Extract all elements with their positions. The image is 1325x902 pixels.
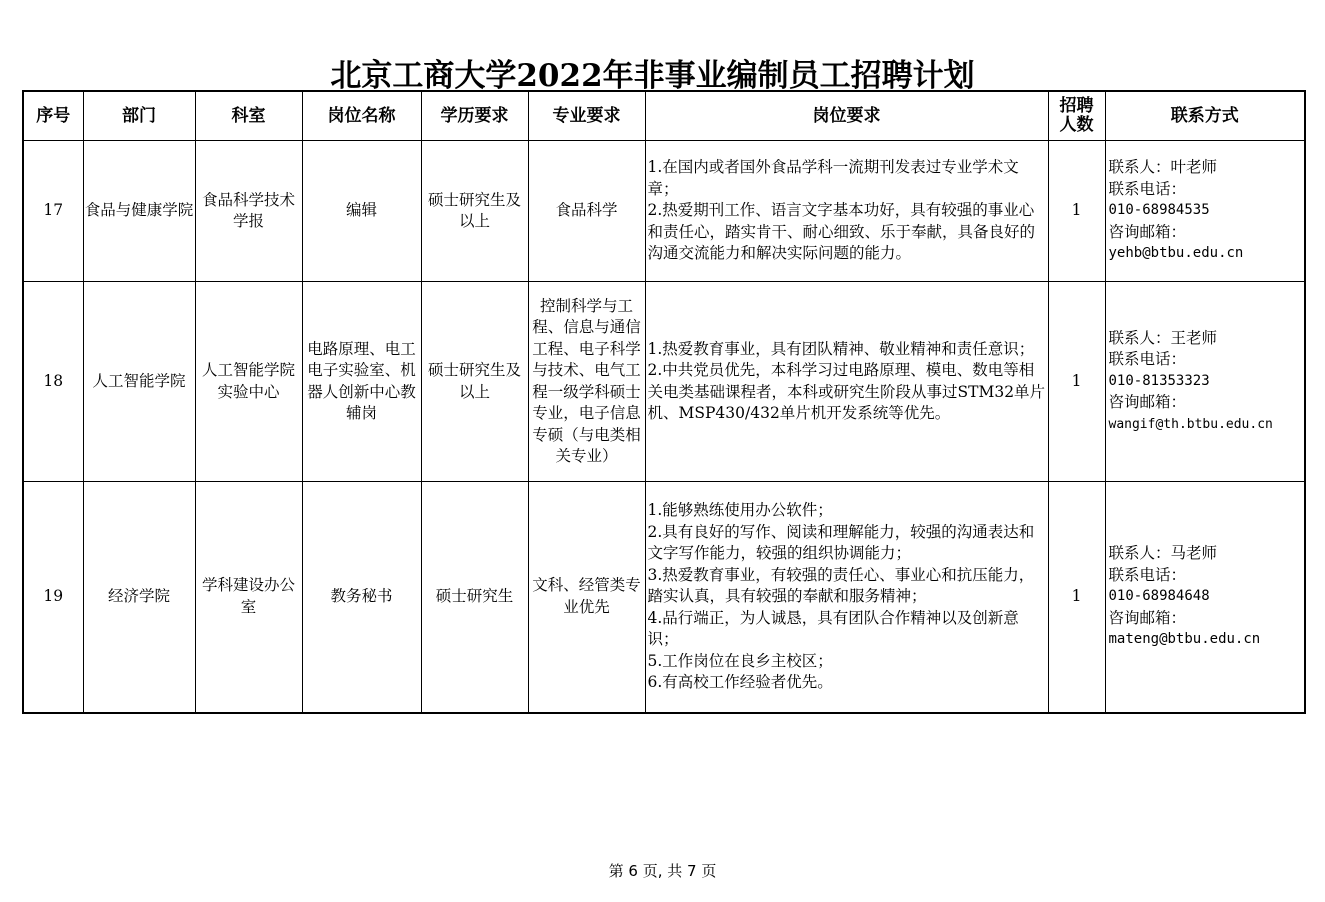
cell-position: 教务秘书: [302, 482, 421, 713]
requirement-item: 3.热爱教育事业，有较强的责任心、事业心和抗压能力，踏实认真，具有较强的奉献和服务精神；: [647, 565, 1035, 605]
contact-phone: 010-68984535: [1108, 202, 1210, 219]
header-count-line1: 招聘: [1059, 96, 1094, 116]
cell-education: 硕士研究生及以上: [421, 141, 528, 282]
requirement-item: 5.工作岗位在良乡主校区；: [647, 651, 833, 670]
cell-position: 编辑: [302, 141, 421, 282]
cell-dept: 人工智能学院: [83, 282, 195, 482]
cell-contact: [1105, 282, 1305, 482]
contact-email-label: 咨询邮箱：: [1108, 222, 1187, 241]
recruitment-table: [22, 90, 1306, 714]
contact-email-label: 咨询邮箱：: [1108, 608, 1187, 627]
header-contact: 联系方式: [1105, 91, 1305, 141]
page-footer: 第 6 页, 共 7 页: [608, 862, 717, 880]
requirement-item: 2.热爱期刊工作、语言文字基本功好，具有较强的事业心和责任心，踏实肯干、耐心细致、乐于奉献，具备良好的沟通交流能力和解决实际问题的能力。: [647, 201, 1036, 263]
contact-person: 联系人：王老师: [1108, 328, 1218, 347]
cell-contact: [1105, 482, 1305, 713]
cell-office: 食品科学技术学报: [195, 141, 302, 282]
table-row: [23, 482, 1305, 713]
table-row: [23, 282, 1305, 482]
contact-email: wangif@th.btbu.edu.cn: [1108, 416, 1273, 432]
requirement-item: 1.能够熟练使用办公软件；: [647, 501, 833, 519]
header-office: 科室: [195, 91, 302, 141]
contact-phone: 010-68984648: [1108, 588, 1210, 604]
cell-requirements: [645, 141, 1048, 282]
contact-phone: 010-81353323: [1108, 372, 1210, 389]
header-row: [23, 91, 1305, 141]
contact-person: 联系人：叶老师: [1108, 158, 1218, 177]
cell-seq: 19: [23, 482, 83, 713]
cell-dept: 经济学院: [83, 482, 195, 713]
cell-count: 1: [1048, 282, 1105, 482]
cell-major: 控制科学与工程、信息与通信工程、电子科学与技术、电气工程一级学科硕士专业，电子信息专硕（与电类相关专业）: [528, 282, 645, 482]
cell-contact: [1105, 141, 1305, 282]
header-requirements: 岗位要求: [645, 91, 1048, 141]
header-major: 专业要求: [528, 91, 645, 141]
cell-education: 硕士研究生及以上: [421, 282, 528, 482]
contact-email: mateng@btbu.edu.cn: [1108, 631, 1261, 647]
contact-phone-label: 联系电话：: [1108, 565, 1187, 584]
cell-education: 硕士研究生: [421, 482, 528, 713]
cell-major: 食品科学: [528, 141, 645, 282]
cell-requirements: [645, 282, 1048, 482]
cell-count: 1: [1048, 482, 1105, 713]
requirement-item: 6.有高校工作经验者优先。: [647, 673, 833, 691]
contact-phone-label: 联系电话：: [1108, 350, 1187, 369]
table-row: [23, 141, 1305, 282]
cell-dept: 食品与健康学院: [83, 141, 195, 282]
header-education: 学历要求: [421, 91, 528, 141]
cell-seq: 18: [23, 282, 83, 482]
header-seq: 序号: [23, 91, 83, 141]
requirement-item: 1.在国内或者国外食品学科一流期刊发表过专业学术文章；: [647, 158, 1019, 198]
header-count: [1048, 91, 1105, 141]
header-dept: 部门: [83, 91, 195, 141]
cell-count: 1: [1048, 141, 1105, 282]
requirement-item: 2.中共党员优先，本科学习过电路原理、模电、数电等相关电类基础课程者，本科或研究生阶段从事过STM32单片机、MSP430/432单片机开发系统等优先。: [647, 361, 1046, 422]
cell-major: 文科、经管类专业优先: [528, 482, 645, 713]
cell-office: 学科建设办公室: [195, 482, 302, 713]
page-title: 北京工商大学2022年非事业编制员工招聘计划: [330, 58, 975, 94]
header-count-line2: 人数: [1059, 115, 1094, 135]
header-position: 岗位名称: [302, 91, 421, 141]
contact-email-label: 咨询邮箱：: [1108, 393, 1187, 412]
contact-email: yehb@btbu.edu.cn: [1108, 245, 1244, 262]
cell-seq: 17: [23, 141, 83, 282]
contact-phone-label: 联系电话：: [1108, 179, 1187, 198]
cell-office: 人工智能学院实验中心: [195, 282, 302, 482]
cell-requirements: [645, 482, 1048, 713]
requirement-item: 2.具有良好的写作、阅读和理解能力，较强的沟通表达和文字写作能力，较强的组织协调能力；: [647, 522, 1035, 562]
contact-person: 联系人：马老师: [1108, 544, 1218, 562]
requirement-item: 1.热爱教育事业，具有团队精神、敬业精神和责任意识；: [647, 339, 1035, 358]
requirement-item: 4.品行端正，为人诚恳，具有团队合作精神以及创新意识；: [647, 608, 1019, 648]
cell-position: 电路原理、电工电子实验室、机器人创新中心教辅岗: [302, 282, 421, 482]
